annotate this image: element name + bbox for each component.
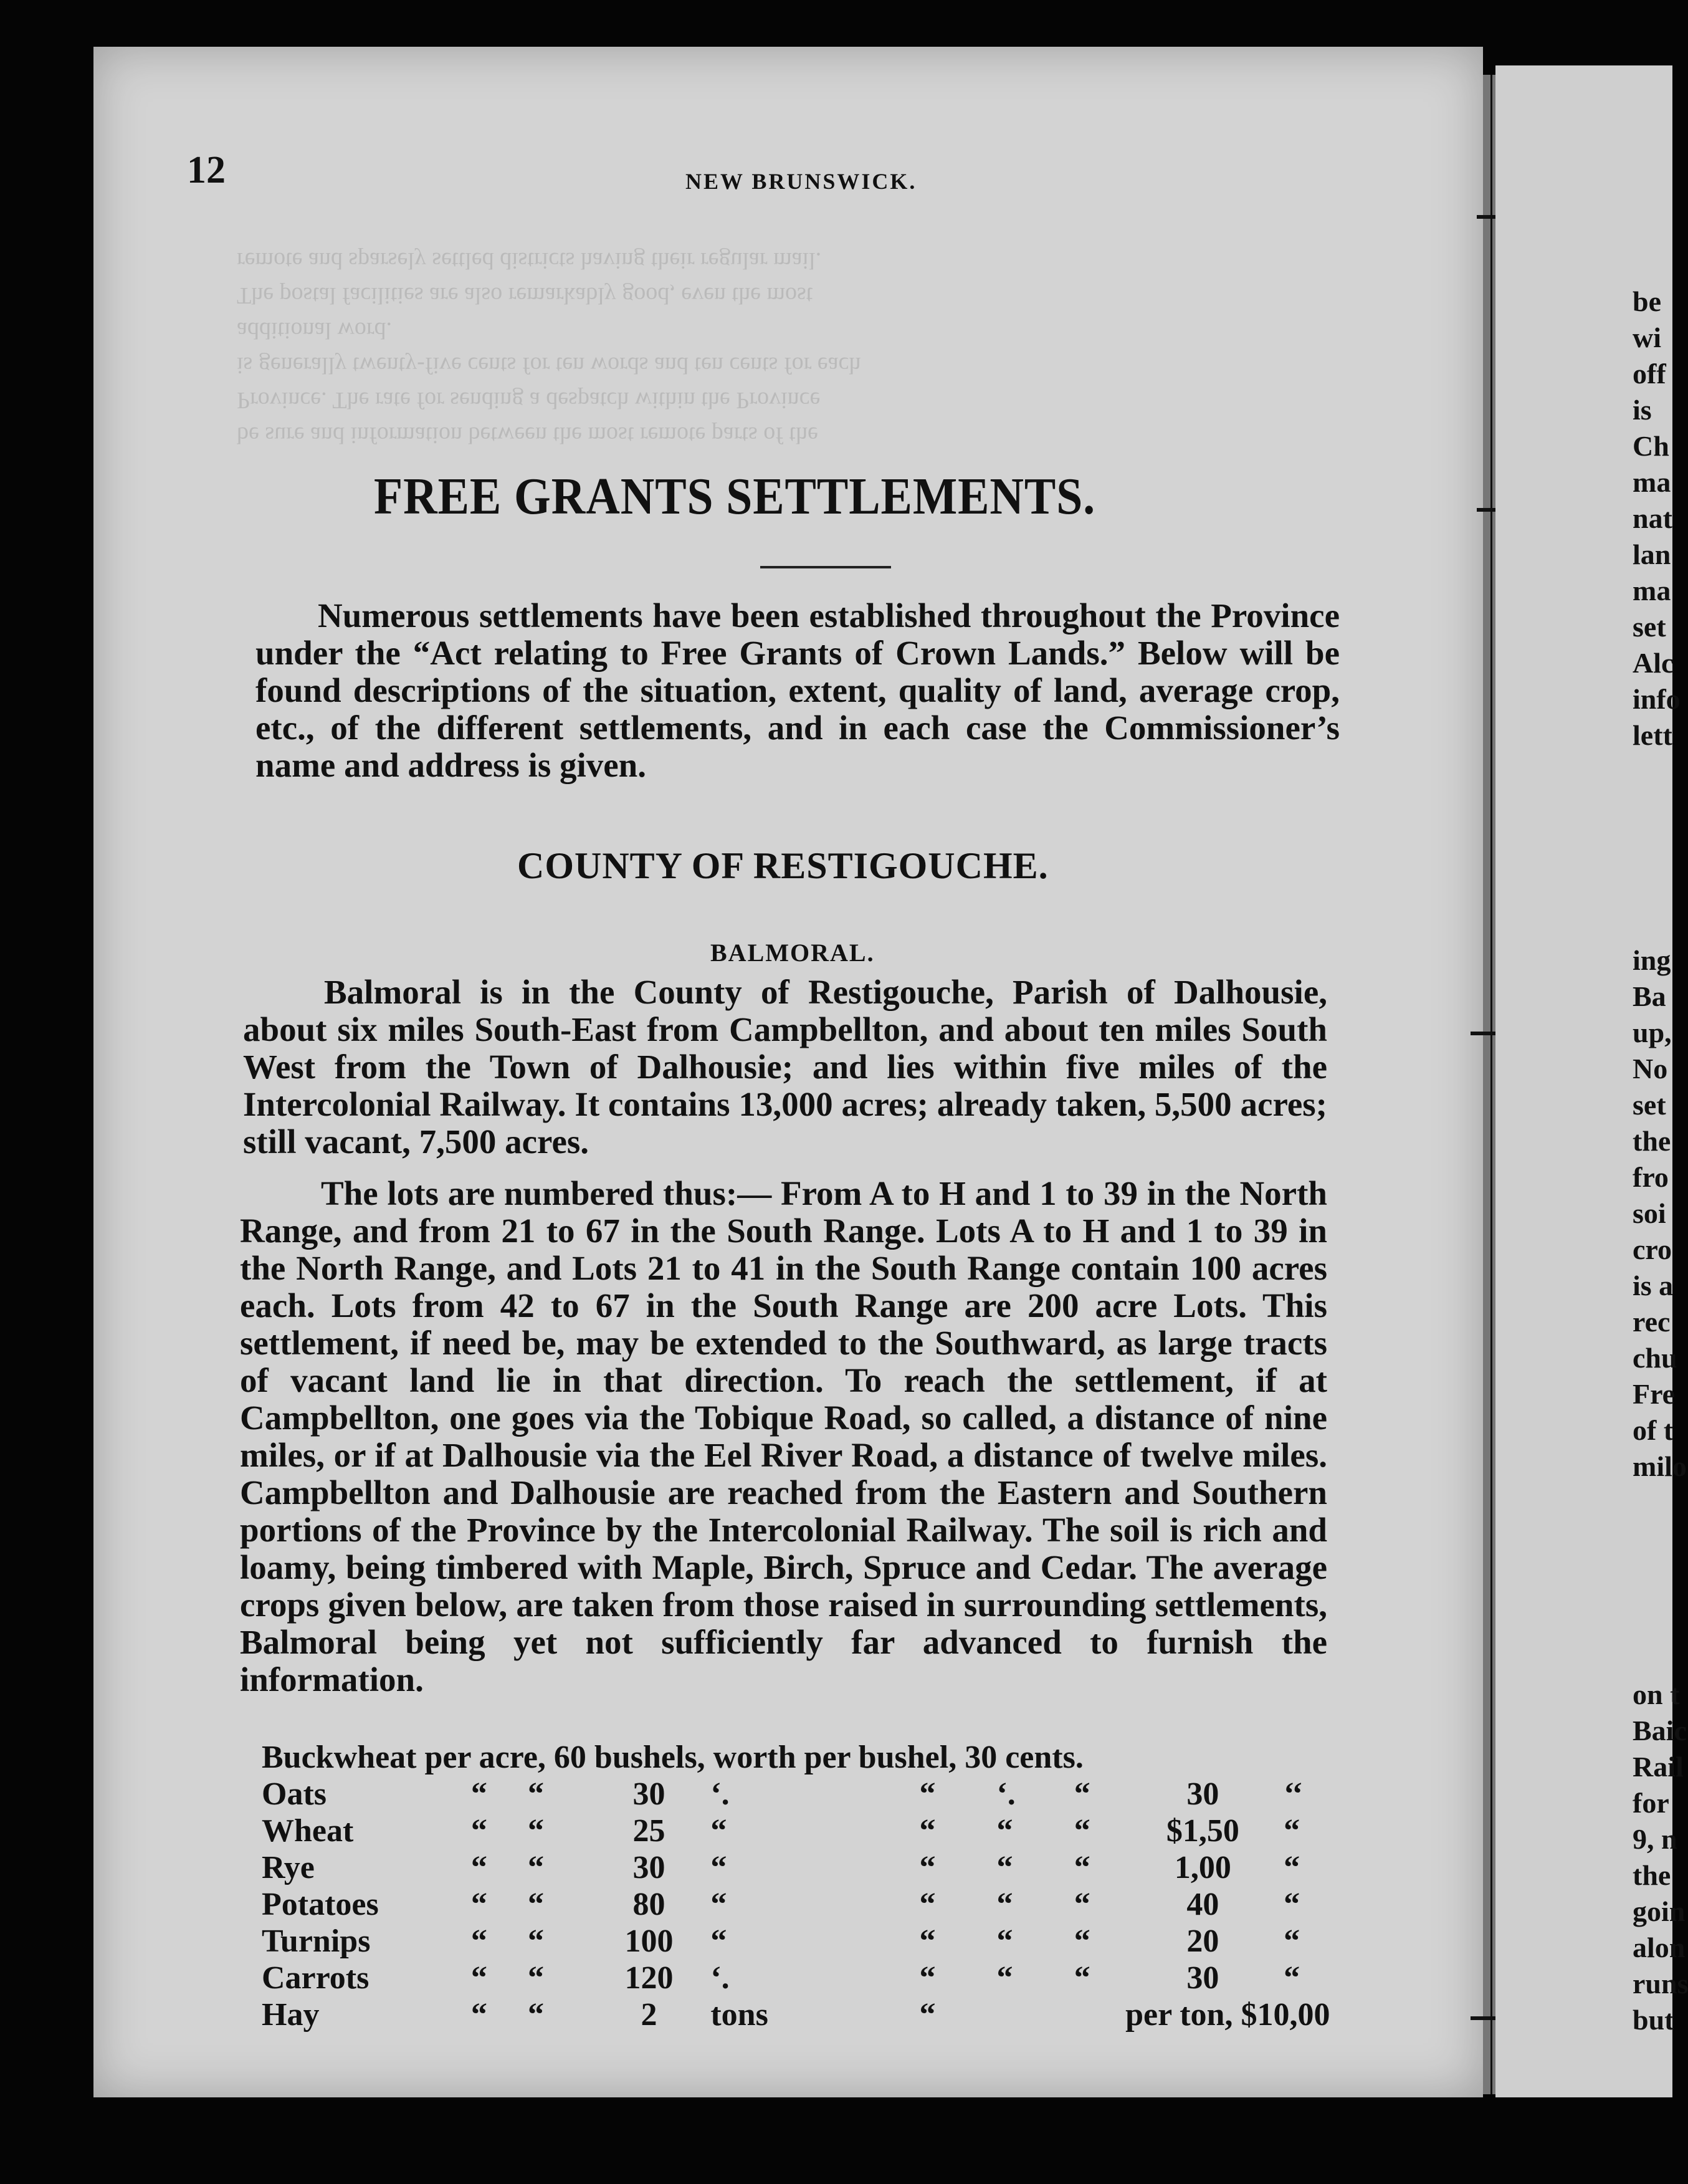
crop-price: 30	[1186, 1776, 1219, 1812]
section-title: FREE GRANTS SETTLEMENTS.	[374, 467, 1096, 525]
ditto-mark: “	[1074, 1960, 1090, 1996]
crop-amount: 30	[632, 1850, 665, 1885]
facing-fragment: set	[1633, 1089, 1666, 1121]
crop-unit: ‘.	[710, 1960, 730, 1996]
ditto-mark: “	[527, 1813, 544, 1849]
facing-fragment: goin	[1633, 1895, 1686, 1927]
crop-amount: 25	[632, 1813, 665, 1849]
bleed-line: Province. The rate for sending a despatch within the Province	[237, 387, 821, 413]
ditto-mark: “	[996, 1887, 1013, 1922]
crop-unit: ‘.	[710, 1776, 730, 1812]
crop-price: 40	[1186, 1887, 1219, 1922]
ditto-mark: “	[470, 1887, 487, 1922]
facing-fragment: on t	[1633, 1679, 1680, 1710]
crop-name: Rye	[262, 1850, 315, 1885]
facing-fragment: set	[1633, 611, 1666, 643]
crop-row	[262, 1776, 1333, 1813]
facing-fragment: 9, n	[1633, 1823, 1677, 1855]
ditto-mark: ‘‘	[1284, 1776, 1303, 1812]
ditto-mark: “	[470, 1813, 487, 1849]
facing-page-column-2	[1633, 942, 1687, 1485]
ditto-mark: “	[919, 1813, 936, 1849]
ditto-mark: “	[1074, 1850, 1090, 1885]
facing-fragment: the	[1633, 1859, 1671, 1891]
facing-fragment: ma	[1633, 466, 1671, 498]
ditto-mark: “	[1284, 1887, 1300, 1922]
crop-row	[262, 1886, 1333, 1923]
crop-price: 1,00	[1174, 1850, 1231, 1885]
crop-price: per ton, $10,00	[1125, 1997, 1330, 2033]
bleed-line: is generally twenty-five cents for ten words and ten cents for each	[237, 352, 861, 378]
crop-name: Turnips	[262, 1923, 371, 1959]
ditto-mark: “	[470, 1960, 487, 1996]
crop-amount: 30	[632, 1776, 665, 1812]
bleed-line: additional word.	[237, 317, 393, 343]
facing-fragment: Ba	[1633, 980, 1666, 1012]
ditto-mark: “	[996, 1923, 1013, 1959]
ditto-mark: “	[996, 1960, 1013, 1996]
balmoral-paragraph-1: Balmoral is in the County of Restigouche, Parish of Dalhousie, about six miles South-East from Campbellton, and about ten miles South West from the Town of Dalhousie; and lies within five miles of the Intercolonial Railway. It contains 13,000 acres; already taken, 5,500 acres; still vacant, 7,500 acres.	[243, 973, 1327, 1161]
crop-header-row	[262, 1739, 1333, 1776]
crop-header: Buckwheat per acre, 60 bushels, worth per bushel, 30 cents.	[262, 1740, 1084, 1775]
bleed-line: remote and sparsely settled districts having their regular mail.	[237, 247, 822, 274]
facing-fragment: up,	[1633, 1017, 1672, 1048]
ditto-mark: “	[527, 1960, 544, 1996]
crop-row	[262, 1960, 1333, 1996]
facing-fragment: wi	[1633, 322, 1661, 353]
crop-name: Oats	[262, 1776, 327, 1812]
ditto-mark: “	[919, 1887, 936, 1922]
crop-amount: 2	[641, 1997, 657, 2033]
balmoral-paragraph-2: The lots are numbered thus:— From A to H and 1 to 39 in the North Range, and from 21 to 67 in the South Range. Lots A to H and 1 to 39 in the North Range, and Lots 21 to 41 in the South Range contain 100 acres each. Lots from 42 to 67 in the South Range are 200 acre Lots. This settlement, if need be, may be extended to the Southward, as large tracts of vacant land lie in that direction. To reach the settlement, if at Campbellton, one goes via the Tobique Road, so called, a distance of nine miles, or if at Dalhousie via the Eel River Road, a distance of twelve miles. Campbellton and Dalhousie are reached from the Eastern and Southern portions of the Province by the Intercolonial Railway. The soil is rich and loamy, being timbered with Maple, Birch, Spruce and Cedar. The average crops given below, are taken from those raised in surrounding settlements, Balmoral being yet not sufficiently far advanced to furnish the information.	[240, 1174, 1327, 1698]
crop-row	[262, 1996, 1333, 2033]
ditto-mark: “	[1074, 1923, 1090, 1959]
facing-fragment: Alc	[1633, 647, 1674, 679]
facing-fragment: No	[1633, 1053, 1668, 1085]
ditto-mark: “	[527, 1923, 544, 1959]
crop-unit: “	[710, 1813, 727, 1849]
title-rule	[760, 566, 891, 568]
crop-name: Wheat	[262, 1813, 354, 1849]
ditto-mark: “	[527, 1850, 544, 1885]
ditto-mark: “	[1074, 1887, 1090, 1922]
crop-name: Carrots	[262, 1960, 370, 1996]
page-number: 12	[187, 149, 226, 191]
ditto-mark: “	[527, 1776, 544, 1812]
crop-price: 20	[1186, 1923, 1219, 1959]
crop-row	[262, 1849, 1333, 1886]
crop-row	[262, 1923, 1333, 1960]
ditto-mark: ‘.	[996, 1776, 1016, 1812]
facing-fragment: info	[1633, 683, 1681, 715]
facing-page-column-3	[1633, 1677, 1688, 2038]
ditto-mark: “	[1284, 1813, 1300, 1849]
bleed-line: be sure and information between the most remote parts of the	[237, 422, 818, 448]
ditto-mark: “	[527, 1887, 544, 1922]
facing-fragment: ma	[1633, 575, 1671, 606]
crop-name: Potatoes	[262, 1887, 379, 1922]
facing-fragment: is	[1633, 394, 1652, 426]
facing-fragment: Baic	[1633, 1715, 1687, 1746]
facing-fragment: runs	[1633, 1968, 1688, 2000]
ditto-mark: “	[919, 1923, 936, 1959]
facing-fragment: nat	[1633, 502, 1672, 534]
facing-fragment: chu	[1633, 1342, 1677, 1374]
facing-fragment: alon	[1633, 1932, 1686, 1963]
bleed-through-text	[237, 243, 1396, 453]
crop-amount: 120	[624, 1960, 674, 1996]
ditto-mark: “	[527, 1997, 544, 2033]
ditto-mark: “	[1074, 1776, 1090, 1812]
facing-fragment: of t	[1633, 1414, 1674, 1446]
crop-amount: 100	[624, 1923, 674, 1959]
settlement-heading: BALMORAL.	[710, 939, 875, 967]
ditto-mark: “	[996, 1850, 1013, 1885]
crop-amount: 80	[632, 1887, 665, 1922]
facing-fragment: but	[1633, 2004, 1674, 2036]
intro-paragraph: Numerous settlements have been established throughout the Province under the “Act relating to Free Grants of Crown Lands.” Below will be found descriptions of the situation, extent, quality of land, average crop, etc., of the different settlements, and in each case the Commissioner’s name and address is given.	[255, 596, 1340, 784]
ditto-mark: “	[996, 1813, 1013, 1849]
ditto-mark: “	[1284, 1850, 1300, 1885]
page-gutter	[1483, 75, 1495, 2094]
facing-fragment: lett	[1633, 719, 1672, 751]
ditto-mark: “	[1074, 1813, 1090, 1849]
facing-fragment: is a	[1633, 1270, 1674, 1301]
facing-fragment: lan	[1633, 539, 1671, 570]
ditto-mark	[1074, 1996, 1122, 2033]
county-heading: COUNTY OF RESTIGOUCHE.	[517, 845, 1049, 886]
crop-name: Hay	[262, 1997, 320, 2033]
facing-fragment: milo	[1633, 1450, 1687, 1482]
crop-unit: “	[710, 1887, 727, 1922]
ditto-mark: “	[919, 1776, 936, 1812]
facing-fragment: cro	[1633, 1233, 1672, 1265]
crop-price: $1,50	[1166, 1813, 1239, 1849]
ditto-mark: “	[1284, 1923, 1300, 1959]
ditto-mark: “	[919, 1850, 936, 1885]
facing-fragment: for	[1633, 1787, 1669, 1819]
facing-fragment: fro	[1633, 1161, 1669, 1193]
ditto-mark: “	[470, 1850, 487, 1885]
crop-unit: “	[710, 1850, 727, 1885]
facing-fragment: ing	[1633, 944, 1671, 976]
running-head: NEW BRUNSWICK.	[685, 169, 917, 194]
ditto-mark: “	[1284, 1960, 1300, 1996]
ditto-mark: “	[470, 1776, 487, 1812]
gutter-line	[1490, 75, 1492, 2094]
ditto-mark: “	[470, 1923, 487, 1959]
facing-fragment: off	[1633, 358, 1666, 390]
facing-page-column-1	[1633, 284, 1681, 754]
crop-unit: “	[710, 1923, 727, 1959]
bleed-line: The postal facilities are also remarkably good, even the most	[237, 282, 813, 309]
facing-fragment: be	[1633, 285, 1661, 317]
ditto-mark	[996, 1996, 1074, 2033]
crop-price: 30	[1186, 1960, 1219, 1996]
crop-unit: tons	[710, 1997, 768, 2033]
ditto-mark: “	[919, 1960, 936, 1996]
crop-table	[262, 1739, 1333, 2033]
facing-fragment: the	[1633, 1125, 1671, 1157]
facing-fragment: soi	[1633, 1197, 1666, 1229]
ditto-mark: “	[470, 1997, 487, 2033]
crop-row	[262, 1813, 1333, 1849]
facing-fragment: Rail	[1633, 1751, 1684, 1783]
facing-fragment: Fre	[1633, 1378, 1676, 1410]
ditto-mark: “	[919, 1997, 936, 2033]
facing-fragment: rec	[1633, 1306, 1671, 1338]
facing-fragment: Ch	[1633, 430, 1669, 462]
